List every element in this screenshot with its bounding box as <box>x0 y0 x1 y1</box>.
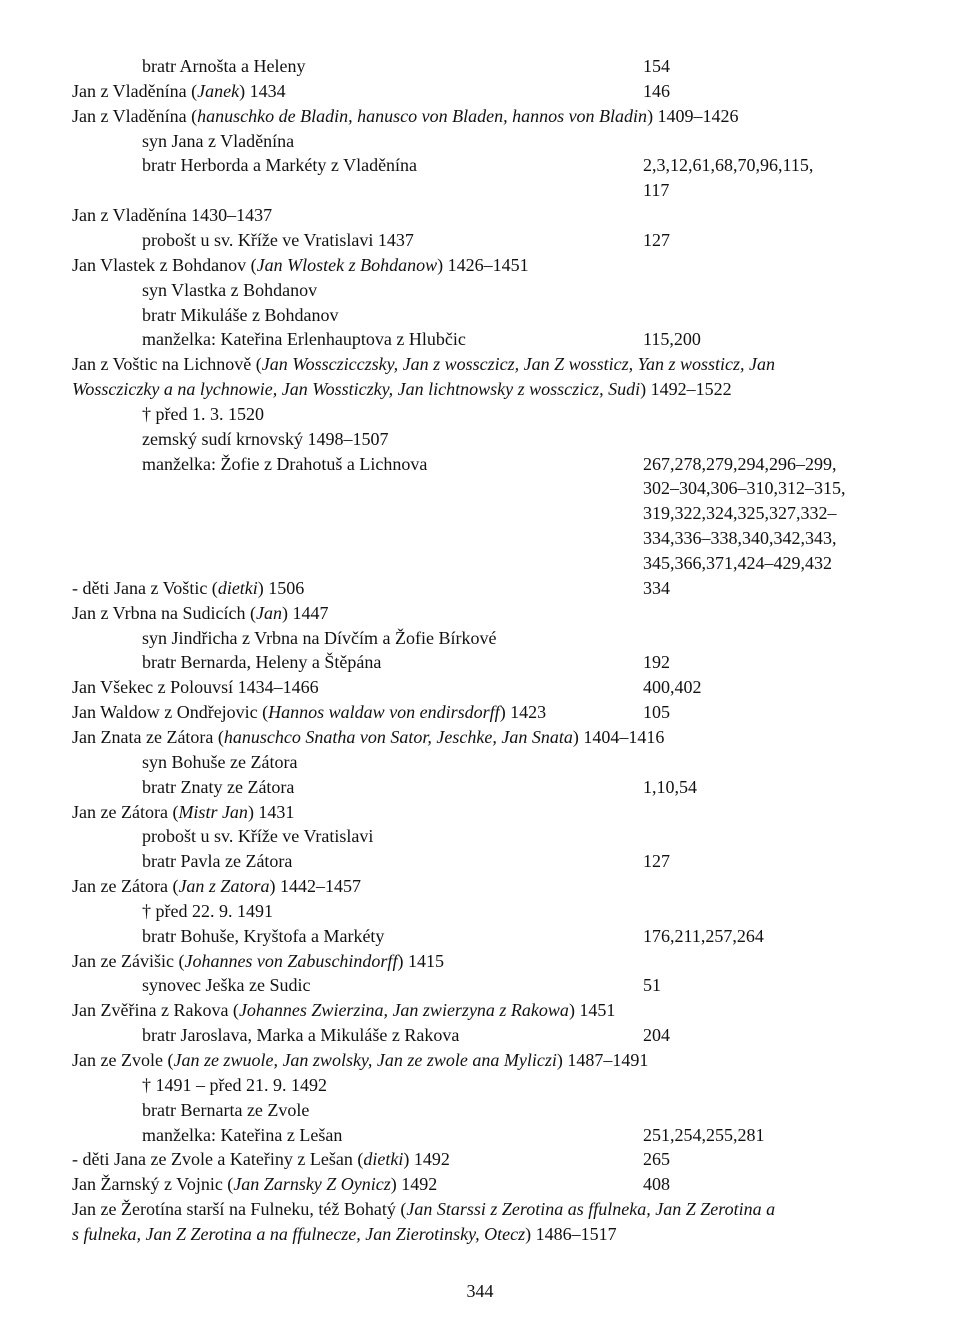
page-references: 334,336–338,340,342,343, <box>643 528 837 549</box>
entry-segment: Jan Zvěřina z Rakova ( <box>72 1000 239 1021</box>
index-line <box>0 476 960 501</box>
entry-text <box>142 1123 342 1148</box>
index-line <box>0 1048 960 1073</box>
index-line <box>0 924 960 949</box>
entry-segment: Jan ze Zátora ( <box>72 876 179 897</box>
entry-segment: ) 1426–1451 <box>437 254 529 275</box>
entry-segment: ) 1486–1517 <box>525 1223 617 1244</box>
entry-segment: Jan ze Zátora ( <box>72 801 179 822</box>
page-references: 265 <box>643 1149 670 1170</box>
entry-segment: ) 1423 <box>499 702 547 723</box>
entry-text <box>72 377 732 402</box>
index-line <box>0 1222 960 1247</box>
page-references: 127 <box>643 229 670 250</box>
entry-variant-italic: Wosscziczky a na lychnowie, Jan Wossticzky, Jan lichtnowsky z wossczicz, Sudi <box>72 379 641 400</box>
index-line <box>0 303 960 328</box>
entry-segment: Jan Vlastek z Bohdanov ( <box>72 254 257 275</box>
entry-variant-italic: Hannos waldaw von endirsdorff <box>268 702 500 723</box>
index-line <box>0 973 960 998</box>
entry-variant-italic: Johannes von Zabuschindorff <box>184 950 398 971</box>
entry-text <box>72 1147 450 1172</box>
index-line <box>0 1098 960 1123</box>
entry-variant-italic: dietki <box>217 577 258 598</box>
entry-variant-italic: Johannes Zwierzina, Jan zwierzyna z Rakowa <box>238 1000 569 1021</box>
entry-text <box>72 1222 617 1247</box>
page-number: 344 <box>466 1281 494 1301</box>
index-line <box>0 750 960 775</box>
index-line <box>0 178 960 203</box>
entry-segment: Jan Všekec z Polouvsí 1434–1466 <box>72 677 319 698</box>
index-line <box>0 1197 960 1222</box>
entry-segment: bratr Znaty ze Zátora <box>142 776 295 797</box>
entry-text <box>142 402 264 427</box>
entry-variant-italic: Jan Wossczicczsky, Jan z wossczicz, Jan Z wossticz, Yan z wossticz, Jan <box>261 354 775 375</box>
index-line <box>0 998 960 1023</box>
page-references: 334 <box>643 577 670 598</box>
entry-segment: ) 1447 <box>282 602 329 623</box>
index-line <box>0 377 960 402</box>
entry-segment: ) 1434 <box>239 80 286 101</box>
entry-variant-italic: Jan Starssi z Zerotina as ffulneka, Jan Z Zerotina a <box>406 1199 776 1220</box>
entry-segment: bratr Jaroslava, Marka a Mikuláše z Rakova <box>142 1025 460 1046</box>
index-line <box>0 675 960 700</box>
index-line <box>0 700 960 725</box>
index-line <box>0 352 960 377</box>
entry-text <box>72 601 329 626</box>
entry-segment: ) 1492–1522 <box>640 379 732 400</box>
entry-text <box>72 800 294 825</box>
entry-text <box>142 1073 327 1098</box>
entry-segment: manželka: Kateřina Erlenhauptova z Hlubčic <box>142 329 466 350</box>
entry-text <box>142 303 338 328</box>
entry-variant-italic: Jan Wlostek z Bohdanow <box>256 254 438 275</box>
entry-variant-italic: Jan ze zwuole, Jan zwolsky, Jan ze zwole ana Myliczi <box>173 1050 557 1070</box>
entry-segment: bratr Bernarta ze Zvole <box>142 1099 310 1120</box>
index-line <box>0 725 960 750</box>
index-line <box>0 54 960 79</box>
entry-segment: † 1491 – před 21. 9. 1492 <box>142 1074 327 1095</box>
entry-text <box>142 228 414 253</box>
page-references: 192 <box>643 652 670 673</box>
entry-segment: syn Jana z Vladěnína <box>142 130 295 151</box>
index-line <box>0 824 960 849</box>
entry-segment: bratr Herborda a Markéty z Vladěnína <box>142 155 418 176</box>
index-line <box>0 278 960 303</box>
entry-segment: syn Jindřicha z Vrbna na Dívčím a Žofie Bírkové <box>142 627 497 648</box>
entry-segment: syn Vlastka z Bohdanov <box>142 279 318 300</box>
entry-text <box>142 775 294 800</box>
index-line <box>0 1023 960 1048</box>
entry-segment: ) 1415 <box>397 950 444 971</box>
entry-text <box>72 874 361 899</box>
index-line <box>0 775 960 800</box>
index-line <box>0 104 960 129</box>
page-references: 319,322,324,325,327,332– <box>643 503 837 524</box>
entry-segment: ) 1506 <box>257 577 305 598</box>
entry-variant-italic: Jan z Zatora <box>178 876 270 897</box>
index-line <box>0 1123 960 1148</box>
entry-text <box>72 949 444 974</box>
entry-text <box>72 203 272 228</box>
index-line <box>0 601 960 626</box>
entry-segment: ) 1492 <box>403 1149 450 1170</box>
index-line <box>0 800 960 825</box>
entry-text <box>142 327 466 352</box>
entry-segment: Jan Znata ze Zátora ( <box>72 726 224 747</box>
entry-variant-italic: s fulneka, Jan Z Zerotina a na ffulnecze, Jan Zierotinsky, Otecz <box>72 1223 526 1244</box>
entry-text <box>72 725 664 750</box>
entry-text <box>142 1023 459 1048</box>
entry-text <box>72 998 615 1023</box>
entry-text <box>142 924 384 949</box>
entry-text <box>72 1172 437 1197</box>
entry-segment: ) 1442–1457 <box>269 876 361 897</box>
entry-variant-italic: Jan Zarnsky Z Oynicz <box>233 1174 391 1195</box>
index-line <box>0 427 960 452</box>
entry-segment: - děti Jana ze Zvole a Kateřiny z Lešan ( <box>72 1149 364 1170</box>
entry-variant-italic: Mistr Jan <box>178 801 248 822</box>
page-references: 267,278,279,294,296–299, <box>643 453 837 474</box>
entry-segment: Jan ze Zvole ( <box>72 1050 174 1070</box>
entry-text <box>142 750 297 775</box>
entry-text <box>72 1197 775 1222</box>
entry-text <box>142 849 292 874</box>
index-line <box>0 576 960 601</box>
entry-variant-italic: dietki <box>363 1149 404 1170</box>
index-line <box>0 452 960 477</box>
entry-segment: synovec Ješka ze Sudic <box>142 975 311 996</box>
entry-segment: Jan z Vrbna na Sudicích ( <box>72 602 257 623</box>
entry-segment: Jan z Vladěnína 1430–1437 <box>72 205 273 226</box>
entry-text <box>72 1048 648 1073</box>
entry-text <box>142 427 389 452</box>
entry-segment: probošt u sv. Kříže ve Vratislavi 1437 <box>142 229 414 250</box>
entry-text <box>142 650 381 675</box>
page-references: 2,3,12,61,68,70,96,115, <box>643 155 814 176</box>
index-line <box>0 849 960 874</box>
entry-segment: manželka: Kateřina z Lešan <box>142 1124 343 1145</box>
index-line <box>0 526 960 551</box>
index-line <box>0 203 960 228</box>
entry-text <box>142 153 417 178</box>
index-line <box>0 153 960 178</box>
index-line <box>0 626 960 651</box>
entry-segment: ) 1492 <box>390 1174 438 1195</box>
page-references: 400,402 <box>643 677 702 698</box>
entry-segment: bratr Bernarda, Heleny a Štěpána <box>142 652 382 673</box>
entry-segment: bratr Pavla ze Zátora <box>142 851 293 872</box>
index-line <box>0 79 960 104</box>
index-line <box>0 874 960 899</box>
entry-segment: probošt u sv. Kříže ve Vratislavi <box>142 826 374 847</box>
entry-segment: † před 1. 3. 1520 <box>142 403 264 424</box>
entry-segment: bratr Bohuše, Kryštofa a Markéty <box>142 925 385 946</box>
entry-text <box>72 675 319 700</box>
entry-segment: † před 22. 9. 1491 <box>142 900 273 921</box>
entry-segment: ) 1404–1416 <box>572 726 665 747</box>
entry-segment: ) 1451 <box>568 1000 616 1021</box>
page-references: 408 <box>643 1174 670 1195</box>
page-references: 251,254,255,281 <box>643 1124 765 1145</box>
index-line <box>0 327 960 352</box>
index-line <box>0 551 960 576</box>
page-references: 1,10,54 <box>643 776 697 797</box>
page-references: 345,366,371,424–429,432 <box>643 553 832 573</box>
entry-text <box>72 352 775 377</box>
index-line <box>0 1147 960 1172</box>
entry-segment: ) 1487–1491 <box>556 1050 649 1070</box>
entry-segment: ) 1409–1426 <box>647 105 739 126</box>
entry-segment: bratr Mikuláše z Bohdanov <box>142 304 339 325</box>
entry-variant-italic: Janek <box>197 80 240 101</box>
page-references: 146 <box>643 80 670 101</box>
page-references: 127 <box>643 851 670 872</box>
entry-text <box>142 278 317 303</box>
entry-segment: bratr Arnošta a Heleny <box>142 56 306 76</box>
index-line <box>0 228 960 253</box>
entry-segment: Jan ze Žerotína starší na Fulneku, též Bohatý ( <box>72 1199 407 1220</box>
entry-text <box>72 700 546 725</box>
entry-segment: - děti Jana z Voštic ( <box>72 577 218 598</box>
entry-segment: Jan ze Závišic ( <box>72 950 185 971</box>
entry-text <box>72 79 286 104</box>
page-references: 302–304,306–310,312–315, <box>643 478 846 499</box>
entry-text <box>142 973 310 998</box>
entry-text <box>142 54 305 79</box>
entry-segment: Jan z Voštic na Lichnově ( <box>72 354 262 375</box>
entry-text <box>142 824 373 849</box>
entry-segment: manželka: Žofie z Drahotuš a Lichnova <box>142 453 428 474</box>
entry-segment: Jan Žarnský z Vojnic ( <box>72 1174 234 1195</box>
index-line <box>0 1073 960 1098</box>
entry-text <box>72 253 529 278</box>
entry-text <box>72 576 304 601</box>
index-line <box>0 949 960 974</box>
page-references: 105 <box>643 702 670 723</box>
entry-segment: zemský sudí krnovský 1498–1507 <box>142 428 389 449</box>
entry-variant-italic: Jan <box>256 602 283 623</box>
entry-variant-italic: hanuschko de Bladin, hanusco von Bladen, hannos von Bladin <box>197 105 648 126</box>
entry-variant-italic: hanuschco Snatha von Sator, Jeschke, Jan Snata <box>223 726 573 747</box>
entry-text <box>142 452 427 477</box>
page-references: 204 <box>643 1025 670 1046</box>
entry-text <box>142 129 294 154</box>
page-references: 154 <box>643 56 670 76</box>
entry-text <box>142 899 273 924</box>
index-line <box>0 899 960 924</box>
page-references: 176,211,257,264 <box>643 925 764 946</box>
entry-text <box>142 1098 309 1123</box>
entry-segment: ) 1431 <box>247 801 295 822</box>
entry-text <box>142 626 497 651</box>
page-references: 115,200 <box>643 329 701 350</box>
index-line <box>0 1172 960 1197</box>
index-line <box>0 253 960 278</box>
entry-segment: syn Bohuše ze Zátora <box>142 751 298 772</box>
index-line <box>0 650 960 675</box>
entry-segment: Jan Waldow z Ondřejovic ( <box>72 702 269 723</box>
entry-text <box>72 104 739 129</box>
page-references: 51 <box>643 975 661 996</box>
index-line <box>0 402 960 427</box>
index-line <box>0 129 960 154</box>
entry-segment: Jan z Vladěnína ( <box>72 80 198 101</box>
entry-segment: Jan z Vladěnína ( <box>72 105 198 126</box>
index-line <box>0 501 960 526</box>
page-references: 117 <box>643 180 670 201</box>
